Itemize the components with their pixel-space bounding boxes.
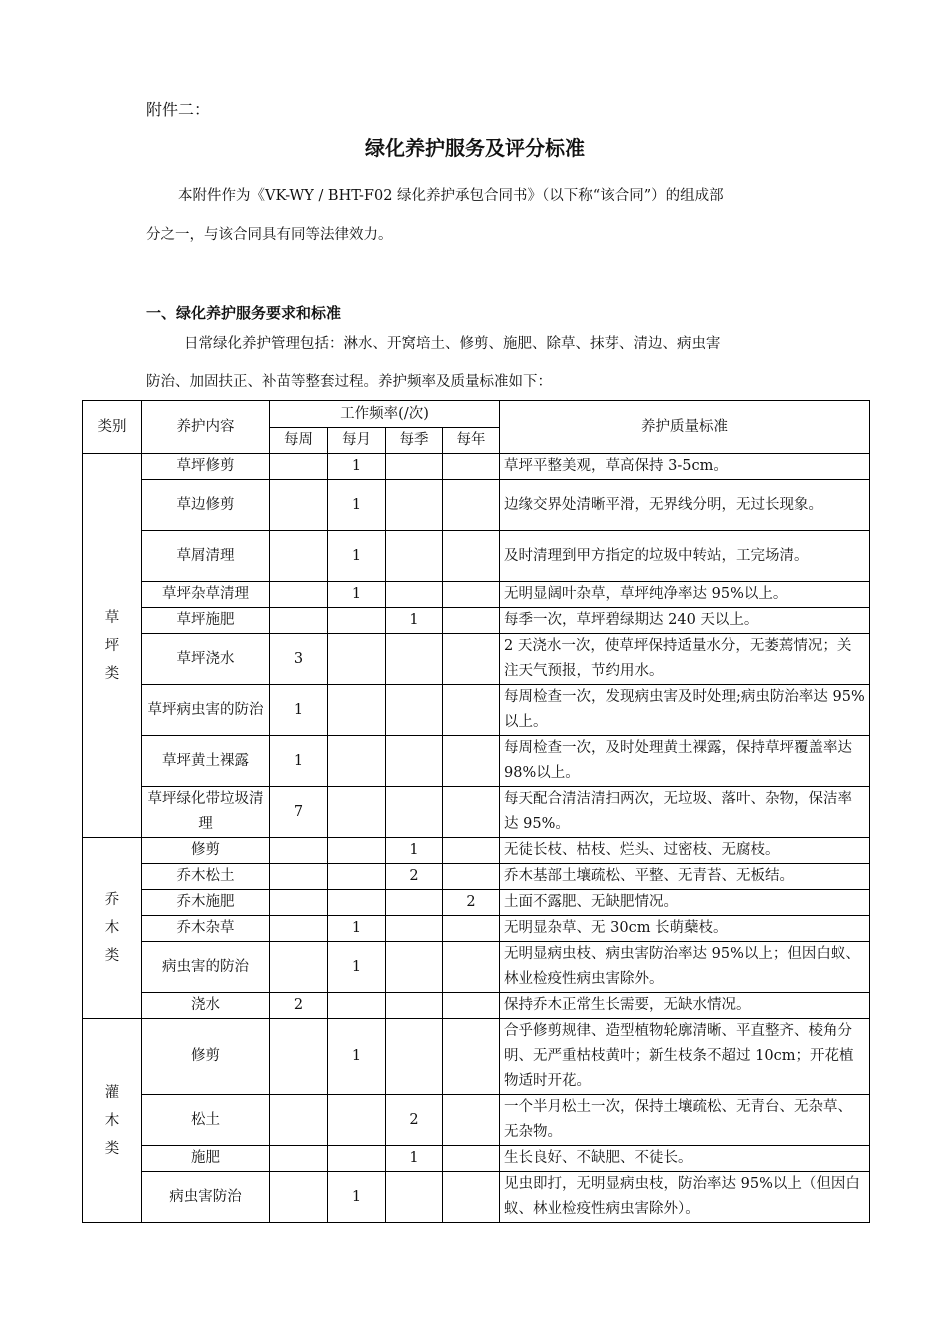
year-cell xyxy=(443,685,500,736)
table-row xyxy=(83,1146,870,1172)
standard-cell: 草坪平整美观，草高保持 3-5cm。 xyxy=(500,454,870,480)
table-row xyxy=(83,864,870,890)
table-row xyxy=(83,993,870,1019)
season-cell xyxy=(386,685,443,736)
standard-cell: 每季一次，草坪碧绿期达 240 天以上。 xyxy=(500,608,870,634)
season-cell xyxy=(386,916,443,942)
week-cell xyxy=(270,531,328,582)
table-row xyxy=(83,634,870,685)
content-cell: 草屑清理 xyxy=(142,531,270,582)
week-cell: 1 xyxy=(270,736,328,787)
month-cell: 1 xyxy=(328,916,386,942)
week-cell: 1 xyxy=(270,685,328,736)
table-row xyxy=(83,787,870,838)
header-frequency: 工作频率(/次) xyxy=(270,401,500,428)
standard-cell: 每周检查一次，及时处理黄土裸露，保持草坪覆盖率达 98%以上。 xyxy=(500,736,870,787)
season-cell xyxy=(386,890,443,916)
content-cell: 草坪黄土裸露 xyxy=(142,736,270,787)
content-cell: 乔木施肥 xyxy=(142,890,270,916)
season-cell: 1 xyxy=(386,608,443,634)
season-cell: 2 xyxy=(386,1095,443,1146)
week-cell: 3 xyxy=(270,634,328,685)
standard-cell: 乔木基部土壤疏松、平整、无青苔、无板结。 xyxy=(500,864,870,890)
month-cell: 1 xyxy=(328,942,386,993)
category-char: 类 xyxy=(104,665,120,682)
section-line-1: 日常绿化养护管理包括：淋水、开窝培土、修剪、施肥、除草、抹芽、清边、病虫害 xyxy=(184,336,721,352)
year-cell xyxy=(443,916,500,942)
table-row xyxy=(83,1019,870,1095)
season-cell xyxy=(386,1172,443,1223)
header-category: 类别 xyxy=(83,401,142,454)
week-cell xyxy=(270,916,328,942)
section-heading: 一、绿化养护服务要求和标准 xyxy=(146,304,342,322)
category-char: 坪 xyxy=(104,637,120,654)
standard-cell: 合乎修剪规律、造型植物轮廓清晰、平直整齐、棱角分明、无严重枯枝黄叶；新生枝条不超过 10cm；开花植物适时开花。 xyxy=(500,1019,870,1095)
year-cell xyxy=(443,454,500,480)
header-content: 养护内容 xyxy=(142,401,270,454)
table-row xyxy=(83,942,870,993)
content-cell: 修剪 xyxy=(142,838,270,864)
month-cell xyxy=(328,1095,386,1146)
season-cell xyxy=(386,993,443,1019)
standard-cell: 生长良好、不缺肥、不徒长。 xyxy=(500,1146,870,1172)
year-cell xyxy=(443,736,500,787)
header-season: 每季 xyxy=(386,428,443,454)
table-row xyxy=(83,454,870,480)
month-cell xyxy=(328,787,386,838)
month-cell xyxy=(328,634,386,685)
content-cell: 施肥 xyxy=(142,1146,270,1172)
page-title: 绿化养护服务及评分标准 xyxy=(365,136,585,160)
year-cell xyxy=(443,942,500,993)
content-cell: 病虫害防治 xyxy=(142,1172,270,1223)
week-cell xyxy=(270,864,328,890)
content-cell: 乔木松土 xyxy=(142,864,270,890)
week-cell xyxy=(270,942,328,993)
standard-cell: 见虫即打，无明显病虫枝，防治率达 95%以上（但因白蚁、林业检疫性病虫害除外）。 xyxy=(500,1172,870,1223)
month-cell: 1 xyxy=(328,1172,386,1223)
year-cell xyxy=(443,1172,500,1223)
content-cell: 草坪施肥 xyxy=(142,608,270,634)
year-cell xyxy=(443,864,500,890)
standard-cell: 2 天浇水一次，使草坪保持适量水分，无萎蔫情况；关注天气预报，节约用水。 xyxy=(500,634,870,685)
month-cell xyxy=(328,608,386,634)
month-cell xyxy=(328,890,386,916)
year-cell xyxy=(443,1019,500,1095)
week-cell xyxy=(270,1146,328,1172)
category-cell-shrub xyxy=(83,1019,142,1223)
season-cell xyxy=(386,787,443,838)
category-char: 木 xyxy=(104,1112,120,1129)
year-cell xyxy=(443,480,500,531)
content-cell: 草边修剪 xyxy=(142,480,270,531)
season-cell xyxy=(386,942,443,993)
standard-cell: 保持乔木正常生长需要，无缺水情况。 xyxy=(500,993,870,1019)
standard-cell: 无明显杂草、无 30cm 长萌蘖枝。 xyxy=(500,916,870,942)
season-cell: 1 xyxy=(386,838,443,864)
season-cell: 2 xyxy=(386,864,443,890)
month-cell xyxy=(328,1146,386,1172)
intro-line-1: 本附件作为《VK-WY / BHT-F02 绿化养护承包合同书》（以下称“该合同”）的组成部 xyxy=(178,188,724,204)
season-cell xyxy=(386,480,443,531)
month-cell: 1 xyxy=(328,582,386,608)
category-cell-tree xyxy=(83,838,142,1019)
category-char: 灌 xyxy=(104,1084,120,1101)
content-cell: 草坪修剪 xyxy=(142,454,270,480)
season-cell: 1 xyxy=(386,1146,443,1172)
table-row xyxy=(83,685,870,736)
week-cell xyxy=(270,480,328,531)
content-cell: 修剪 xyxy=(142,1019,270,1095)
month-cell xyxy=(328,993,386,1019)
season-cell xyxy=(386,634,443,685)
year-cell xyxy=(443,838,500,864)
week-cell: 7 xyxy=(270,787,328,838)
content-cell: 乔木杂草 xyxy=(142,916,270,942)
table-row xyxy=(83,1172,870,1223)
header-week: 每周 xyxy=(270,428,328,454)
season-cell xyxy=(386,1019,443,1095)
content-cell: 浇水 xyxy=(142,993,270,1019)
content-cell: 病虫害的防治 xyxy=(142,942,270,993)
standard-cell: 无徒长枝、枯枝、烂头、过密枝、无腐枝。 xyxy=(500,838,870,864)
category-char: 乔 xyxy=(104,892,120,908)
intro-line-2: 分之一，与该合同具有同等法律效力。 xyxy=(146,227,393,243)
standard-cell: 一个半月松土一次，保持土壤疏松、无青台、无杂草、无杂物。 xyxy=(500,1095,870,1146)
table-row xyxy=(83,582,870,608)
month-cell xyxy=(328,864,386,890)
table-row xyxy=(83,1095,870,1146)
season-cell xyxy=(386,582,443,608)
year-cell xyxy=(443,608,500,634)
content-cell: 草坪浇水 xyxy=(142,634,270,685)
week-cell xyxy=(270,1095,328,1146)
content-cell: 草坪杂草清理 xyxy=(142,582,270,608)
table-row xyxy=(83,916,870,942)
header-year: 每年 xyxy=(443,428,500,454)
month-cell xyxy=(328,736,386,787)
year-cell xyxy=(443,993,500,1019)
standard-cell: 及时清理到甲方指定的垃圾中转站，工完场清。 xyxy=(500,531,870,582)
year-cell xyxy=(443,1095,500,1146)
maintenance-table xyxy=(82,400,870,1223)
week-cell xyxy=(270,582,328,608)
week-cell xyxy=(270,838,328,864)
table-row xyxy=(83,480,870,531)
month-cell: 1 xyxy=(328,454,386,480)
standard-cell: 每周检查一次，发现病虫害及时处理;病虫防治率达 95%以上。 xyxy=(500,685,870,736)
month-cell: 1 xyxy=(328,531,386,582)
standard-cell: 无明显病虫枝、病虫害防治率达 95%以上；但因白蚁、林业检疫性病虫害除外。 xyxy=(500,942,870,993)
year-cell xyxy=(443,634,500,685)
section-line-2: 防治、加固扶正、补苗等整套过程。养护频率及质量标准如下： xyxy=(146,374,552,390)
header-standard: 养护质量标准 xyxy=(500,401,870,454)
standard-cell: 边缘交界处清晰平滑，无界线分明，无过长现象。 xyxy=(500,480,870,531)
season-cell xyxy=(386,736,443,787)
content-cell: 草坪绿化带垃圾清理 xyxy=(142,787,270,838)
month-cell: 1 xyxy=(328,1019,386,1095)
week-cell xyxy=(270,1019,328,1095)
year-cell xyxy=(443,1146,500,1172)
standard-cell: 每天配合清洁清扫两次，无垃圾、落叶、杂物，保洁率达 95%。 xyxy=(500,787,870,838)
table-row xyxy=(83,531,870,582)
category-cell-lawn xyxy=(83,454,142,838)
table-row xyxy=(83,890,870,916)
month-cell xyxy=(328,685,386,736)
year-cell: 2 xyxy=(443,890,500,916)
category-char: 类 xyxy=(104,948,120,964)
week-cell: 2 xyxy=(270,993,328,1019)
table-row xyxy=(83,838,870,864)
standard-cell: 无明显阔叶杂草，草坪纯净率达 95%以上。 xyxy=(500,582,870,608)
content-cell: 草坪病虫害的防治 xyxy=(142,685,270,736)
year-cell xyxy=(443,582,500,608)
category-char: 木 xyxy=(104,920,120,936)
category-char: 草 xyxy=(104,609,120,626)
standard-cell: 土面不露肥、无缺肥情况。 xyxy=(500,890,870,916)
table-row xyxy=(83,736,870,787)
week-cell xyxy=(270,1172,328,1223)
year-cell xyxy=(443,531,500,582)
year-cell xyxy=(443,787,500,838)
table-row xyxy=(83,608,870,634)
season-cell xyxy=(386,454,443,480)
category-char: 类 xyxy=(104,1140,120,1157)
content-cell: 松土 xyxy=(142,1095,270,1146)
header-month: 每月 xyxy=(328,428,386,454)
week-cell xyxy=(270,454,328,480)
week-cell xyxy=(270,890,328,916)
season-cell xyxy=(386,531,443,582)
month-cell xyxy=(328,838,386,864)
week-cell xyxy=(270,608,328,634)
attachment-label: 附件二： xyxy=(146,100,211,119)
month-cell: 1 xyxy=(328,480,386,531)
